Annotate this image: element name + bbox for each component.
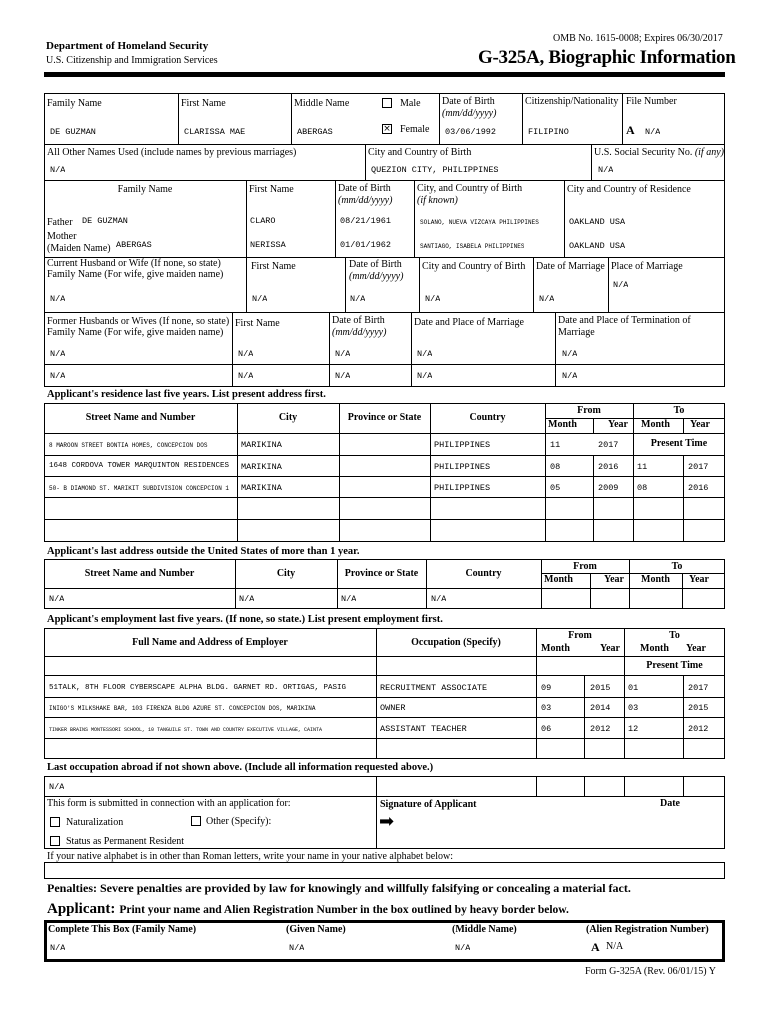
ssn-field[interactable]: N/A <box>598 165 614 175</box>
res-present-time: Present Time <box>650 438 708 449</box>
res-2-city[interactable]: MARIKINA <box>241 462 282 472</box>
dob-label: Date of Birth <box>442 96 495 107</box>
abroad-street-field[interactable]: N/A <box>49 594 65 604</box>
female-label: Female <box>400 124 430 135</box>
res-3-from-year[interactable]: 2009 <box>598 483 619 493</box>
former-label-2: Family Name (For wife, give maiden name) <box>47 327 224 338</box>
female-checkbox[interactable]: × <box>383 124 391 134</box>
former-2-dob[interactable]: N/A <box>335 371 351 381</box>
file-number-label: File Number <box>626 96 677 107</box>
emp-2-employer[interactable]: INIGO'S MILKSHAKE BAR, 103 FIRENZA BLDG AZURE ST. CONCEPCION DOS, MARIKINA <box>49 705 316 712</box>
father-birth-field[interactable]: SOLANO, NUEVA VIZCAYA PHILIPPINES <box>420 219 539 226</box>
applicant-instructions <box>47 900 569 918</box>
res-province-header: Province or State <box>347 412 422 423</box>
abroad-country-field[interactable]: N/A <box>431 594 447 604</box>
agency-name: U.S. Citizenship and Immigration Services <box>46 55 218 66</box>
former-dob-format: (mm/dd/yyyy) <box>332 327 387 338</box>
citizenship-field[interactable]: FILIPINO <box>528 127 569 137</box>
male-checkbox[interactable] <box>382 98 392 108</box>
spouse-first-label: First Name <box>251 261 296 272</box>
res-2-to-month[interactable]: 11 <box>637 462 648 472</box>
emp-3-occupation[interactable]: ASSISTANT TEACHER <box>380 724 467 734</box>
abroad-from-month: Month <box>544 574 573 585</box>
applicant-lead: Applicant: <box>47 901 116 917</box>
emp-3-to-year[interactable]: 2012 <box>688 724 709 734</box>
last-abroad-field[interactable]: N/A <box>49 782 65 792</box>
last-abroad-title: Last occupation abroad if not shown above. (Include all information requested above.) <box>47 762 434 773</box>
spouse-label-1: Current Husband or Wife (If none, so state) <box>47 258 221 269</box>
birth-place-field[interactable]: QUEZION CITY, PHILIPPINES <box>371 165 499 175</box>
other-names-label: All Other Names Used (include names by previous marriages) <box>47 147 297 158</box>
ssn-label: U.S. Social Security No. (if any) <box>594 147 724 158</box>
res-1-country[interactable]: PHILIPPINES <box>434 440 491 450</box>
res-from-month: Month <box>548 419 577 430</box>
marriage-date-field[interactable]: N/A <box>539 294 555 304</box>
penalties-text: Penalties: Severe penalties are provided by law for knowingly and willfully falsifying or concealing a material fact. <box>47 881 631 895</box>
department-name: Department of Homeland Security <box>46 40 209 52</box>
applicant-instructions-text: Print your name and Alien Registration Number in the box outlined by heavy border below. <box>119 904 569 916</box>
former-2-marriage[interactable]: N/A <box>417 371 433 381</box>
res-to-month: Month <box>641 419 670 430</box>
former-1-dob[interactable]: N/A <box>335 349 351 359</box>
first-name-field[interactable]: CLARISSA MAE <box>184 127 246 137</box>
res-city-header: City <box>278 412 298 423</box>
other-checkbox[interactable] <box>191 816 201 826</box>
emp-1-from-year[interactable]: 2015 <box>590 683 611 693</box>
abroad-country-header: Country <box>465 568 502 579</box>
marriage-place-field[interactable]: N/A <box>613 280 629 290</box>
abroad-province-header: Province or State <box>344 568 419 579</box>
emp-2-from-month[interactable]: 03 <box>541 703 552 713</box>
box-alien-field[interactable]: N/A <box>606 941 624 952</box>
res-3-country[interactable]: PHILIPPINES <box>434 483 491 493</box>
res-1-street[interactable]: 8 MAROON STREET BONTIA HOMES, CONCEPCION DOS <box>49 442 208 449</box>
former-dob-label: Date of Birth <box>332 315 385 326</box>
mother-first-field[interactable]: NERISSA <box>250 240 286 250</box>
res-to-year: Year <box>690 419 710 430</box>
signature-field[interactable] <box>400 808 650 846</box>
arrow-right-icon: ➡ <box>379 811 395 832</box>
occupation-header: Occupation (Specify) <box>411 637 501 648</box>
middle-name-label: Middle Name <box>294 98 350 109</box>
abroad-city-field[interactable]: N/A <box>239 594 255 604</box>
a-number-prefix: A <box>626 123 635 137</box>
emp-2-to-month[interactable]: 03 <box>628 703 639 713</box>
parent-birth-known: (if known) <box>417 195 458 206</box>
father-residence-field[interactable]: OAKLAND USA <box>569 217 626 227</box>
former-termination-label-1: Date and Place of Termination of <box>558 315 691 326</box>
alien-number-label: (Alien Registration Number) <box>586 924 709 935</box>
last-abroad-row <box>44 776 725 797</box>
other-label: Other (Specify): <box>206 816 272 827</box>
residence-section-title: Applicant's residence last five years. List present address first. <box>47 389 326 400</box>
former-1-family[interactable]: N/A <box>50 349 66 359</box>
emp-2-occupation[interactable]: OWNER <box>380 703 406 713</box>
res-1-from-month[interactable]: 11 <box>550 440 561 450</box>
abroad-section-title: Applicant's last address outside the United States of more than 1 year. <box>47 546 360 557</box>
former-1-marriage[interactable]: N/A <box>417 349 433 359</box>
former-2-termination[interactable]: N/A <box>562 371 578 381</box>
res-3-city[interactable]: MARIKINA <box>241 483 282 493</box>
permanent-resident-label: Status as Permanent Resident <box>66 836 185 847</box>
given-name-label: (Given Name) <box>286 924 346 935</box>
spouse-label-2: Family Name (For wife, give maiden name) <box>47 269 224 280</box>
form-revision: Form G-325A (Rev. 06/01/15) Y <box>585 966 716 977</box>
naturalization-label: Naturalization <box>66 817 124 828</box>
abroad-to-header: To <box>671 561 683 572</box>
complete-box-label: Complete This Box (Family Name) <box>48 924 197 935</box>
emp-3-employer[interactable]: TINKER BRAINS MONTESSORI SCHOOL, 10 TANGUILE ST. TOWN AND COUNTRY EXECUTIVE VILLAGE, CAINTA <box>49 727 323 733</box>
abroad-to-year: Year <box>689 574 709 585</box>
mother-family-field[interactable]: ABERGAS <box>116 240 152 250</box>
res-3-to-month[interactable]: 08 <box>637 483 648 493</box>
father-label: Father <box>47 217 73 228</box>
emp-to-year: Year <box>686 643 706 654</box>
box-given-field[interactable]: N/A <box>289 943 305 953</box>
res-1-city[interactable]: MARIKINA <box>241 440 282 450</box>
form-title: G-325A, Biographic Information <box>478 47 736 68</box>
signature-label: Signature of Applicant <box>380 799 477 810</box>
parent-residence-label: City and Country of Residence <box>567 184 691 195</box>
maiden-name-label: (Maiden Name) <box>47 243 111 254</box>
former-termination-label-2: Marriage <box>558 327 595 338</box>
dob-field[interactable]: 03/06/1992 <box>445 127 497 137</box>
file-number-field[interactable]: N/A <box>645 127 661 137</box>
emp-3-to-month[interactable]: 12 <box>628 724 639 734</box>
citizenship-label: Citizenship/Nationality <box>525 96 619 107</box>
father-family-field[interactable]: DE GUZMAN <box>82 216 128 226</box>
father-first-field[interactable]: CLARO <box>250 216 276 226</box>
res-street-header: Street Name and Number <box>85 412 196 423</box>
abroad-city-header: City <box>276 568 296 579</box>
abroad-from-header: From <box>573 561 597 572</box>
male-label: Male <box>400 98 421 109</box>
parent-dob-label: Date of Birth <box>338 183 391 194</box>
former-label-1: Former Husbands or Wives (If none, so state) <box>47 316 230 327</box>
res-2-country[interactable]: PHILIPPINES <box>434 462 491 472</box>
res-2-from-year[interactable]: 2016 <box>598 462 619 472</box>
emp-1-to-year[interactable]: 2017 <box>688 683 709 693</box>
emp-present-time: Present Time <box>646 660 703 671</box>
native-alphabet-field[interactable] <box>44 862 725 879</box>
res-2-street[interactable]: 1648 CORDOVA TOWER MARQUINTON RESIDENCES <box>49 462 230 470</box>
header-rule <box>44 72 725 77</box>
res-3-to-year[interactable]: 2016 <box>688 483 709 493</box>
mother-residence-field[interactable]: OAKLAND USA <box>569 241 626 251</box>
emp-from-year: Year <box>600 643 620 654</box>
abroad-street-header: Street Name and Number <box>84 568 195 579</box>
abroad-province-field[interactable]: N/A <box>341 594 357 604</box>
family-name-field[interactable]: DE GUZMAN <box>50 127 96 137</box>
employment-section-title: Applicant's employment last five years. (If none, so state.) List present employment first. <box>47 614 443 625</box>
marriage-place-label: Place of Marriage <box>611 261 683 272</box>
former-2-family[interactable]: N/A <box>50 371 66 381</box>
dob-format: (mm/dd/yyyy) <box>442 108 497 119</box>
middle-name-field[interactable]: ABERGAS <box>297 127 333 137</box>
spouse-birth-label: City and Country of Birth <box>422 261 526 272</box>
emp-2-from-year[interactable]: 2014 <box>590 703 611 713</box>
res-2-to-year[interactable]: 2017 <box>688 462 709 472</box>
emp-1-to-month[interactable]: 01 <box>628 683 639 693</box>
date-label: Date <box>660 798 680 809</box>
res-3-from-month[interactable]: 05 <box>550 483 561 493</box>
emp-1-from-month[interactable]: 09 <box>541 683 552 693</box>
spouse-first-field[interactable]: N/A <box>252 294 268 304</box>
family-name-label: Family Name <box>47 98 102 109</box>
former-first-label: First Name <box>235 318 280 329</box>
res-from-header: From <box>577 405 601 416</box>
mother-label: Mother <box>47 231 77 242</box>
permanent-resident-checkbox[interactable] <box>50 836 60 846</box>
father-dob-field[interactable]: 08/21/1961 <box>340 216 392 226</box>
submission-label: This form is submitted in connection with an application for: <box>47 798 291 809</box>
abroad-from-year: Year <box>604 574 624 585</box>
abroad-to-month: Month <box>641 574 670 585</box>
res-from-year: Year <box>608 419 628 430</box>
res-2-from-month[interactable]: 08 <box>550 462 561 472</box>
spouse-dob-label: Date of Birth <box>349 259 402 270</box>
mother-birth-field[interactable]: SANTIAGO, ISABELA PHILIPPINES <box>420 243 525 250</box>
emp-to-header: To <box>669 630 680 641</box>
emp-from-month: Month <box>541 643 570 654</box>
former-1-termination[interactable]: N/A <box>562 349 578 359</box>
res-3-street[interactable]: 50- B DIAMOND ST. MARIKIT SUBDIVISION CONCEPCION 1 <box>49 485 230 492</box>
mother-dob-field[interactable]: 01/01/1962 <box>340 240 392 250</box>
parent-family-label: Family Name <box>117 184 173 195</box>
former-marriage-label: Date and Place of Marriage <box>414 317 524 328</box>
birth-place-label: City and Country of Birth <box>368 147 472 158</box>
marriage-date-label: Date of Marriage <box>536 261 605 272</box>
emp-1-employer[interactable]: 51TALK, 8TH FLOOR CYBERSCAPE ALPHA BLDG. GARNET RD. ORTIGAS, PASIG <box>49 684 347 692</box>
emp-from-header: From <box>568 630 592 641</box>
res-country-header: Country <box>469 412 506 423</box>
spouse-birth-field[interactable]: N/A <box>425 294 441 304</box>
emp-3-from-year[interactable]: 2012 <box>590 724 611 734</box>
other-names-field[interactable]: N/A <box>50 165 66 175</box>
parent-birth-label: City, and Country of Birth <box>417 183 523 194</box>
alien-a-prefix: A <box>591 940 600 954</box>
omb-number: OMB No. 1615-0008; Expires 06/30/2017 <box>553 33 723 44</box>
emp-1-occupation[interactable]: RECRUITMENT ASSOCIATE <box>380 683 488 693</box>
naturalization-checkbox[interactable] <box>50 817 60 827</box>
emp-2-to-year[interactable]: 2015 <box>688 703 709 713</box>
former-1-first[interactable]: N/A <box>238 349 254 359</box>
box-middle-field[interactable]: N/A <box>455 943 471 953</box>
res-to-header: To <box>673 405 685 416</box>
native-alphabet-label: If your native alphabet is in other than Roman letters, write your name in your native alphabet below: <box>47 851 453 862</box>
res-1-from-year[interactable]: 2017 <box>598 440 619 450</box>
parent-first-label: First Name <box>249 184 294 195</box>
former-2-first[interactable]: N/A <box>238 371 254 381</box>
spouse-dob-field[interactable]: N/A <box>350 294 366 304</box>
parent-dob-format: (mm/dd/yyyy) <box>338 195 393 206</box>
spouse-family-field[interactable]: N/A <box>50 294 66 304</box>
emp-3-from-month[interactable]: 06 <box>541 724 552 734</box>
first-name-label: First Name <box>181 98 226 109</box>
box-family-field[interactable]: N/A <box>50 943 66 953</box>
employer-header: Full Name and Address of Employer <box>132 637 288 648</box>
middle-name-box-label: (Middle Name) <box>452 924 517 935</box>
emp-to-month: Month <box>640 643 669 654</box>
spouse-dob-format: (mm/dd/yyyy) <box>349 271 404 282</box>
